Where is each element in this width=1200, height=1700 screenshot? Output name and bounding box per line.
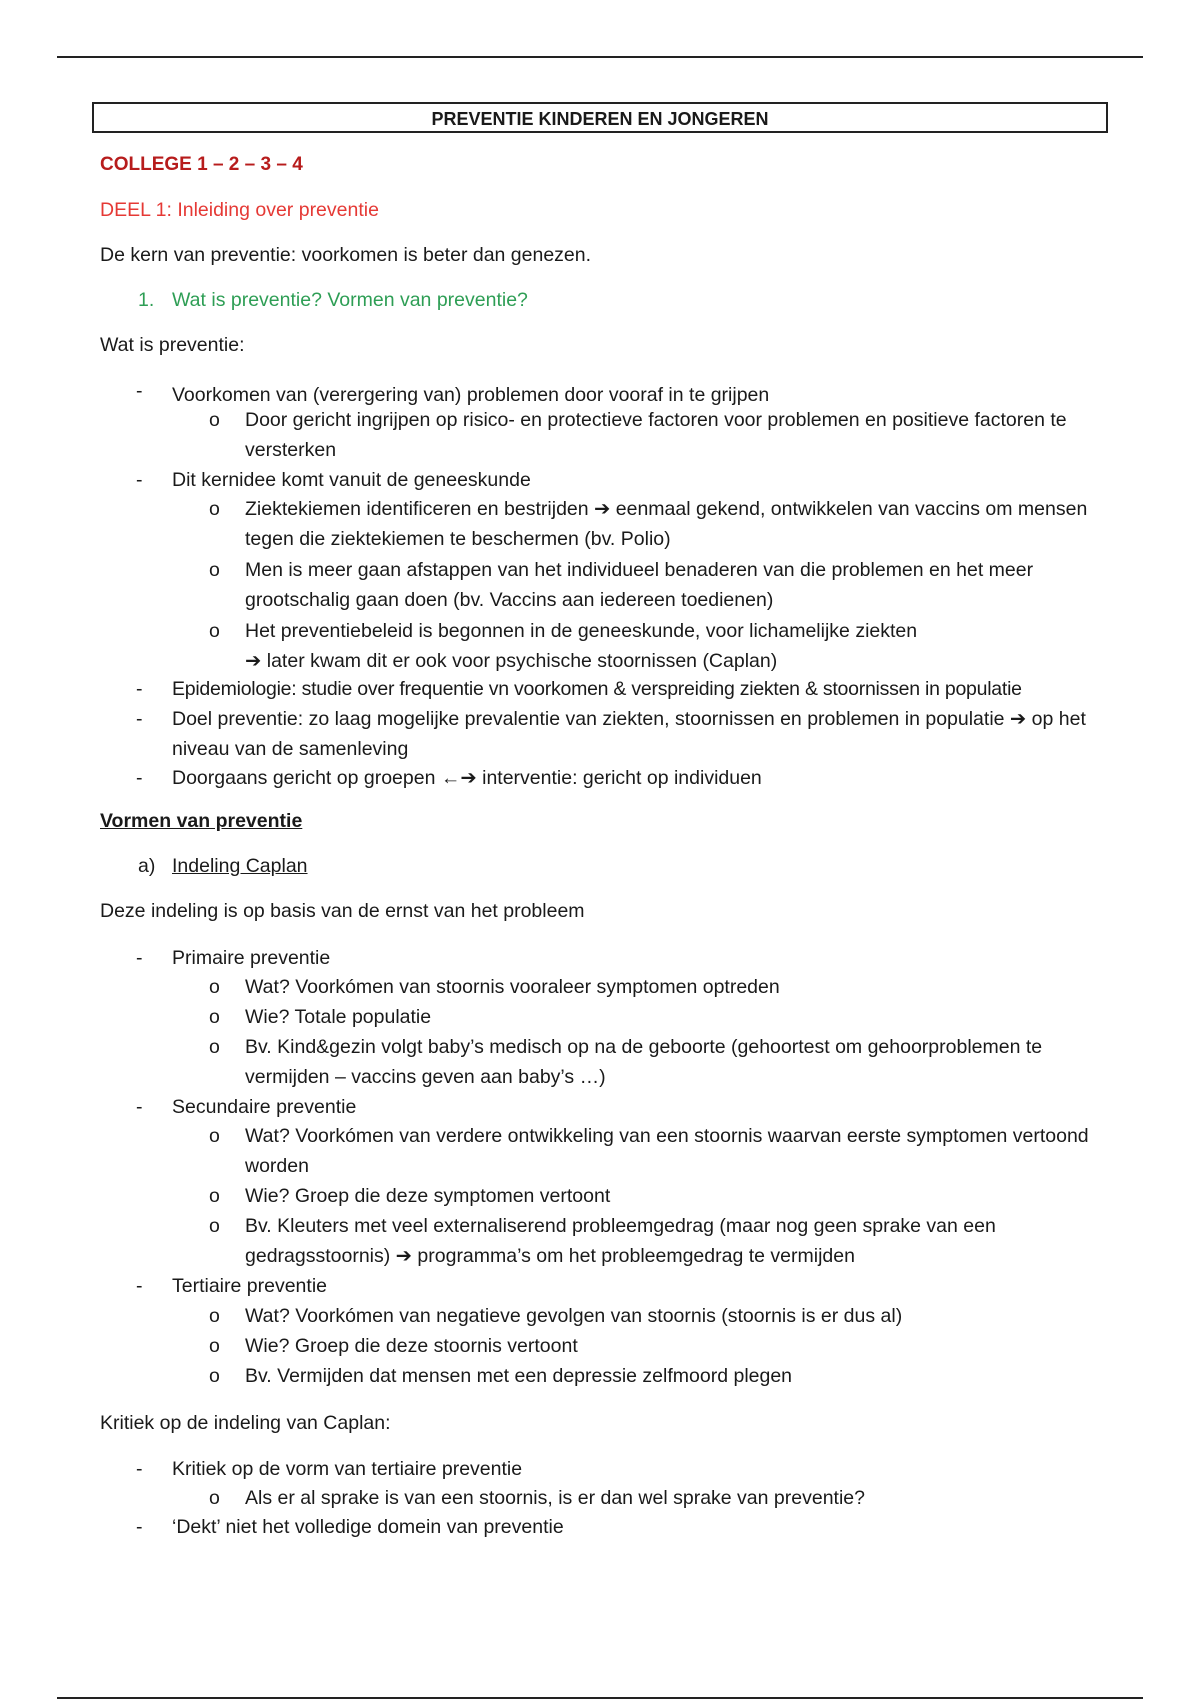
- circle-bullet: o: [209, 620, 220, 642]
- list-item-text: Tertiaire preventie: [172, 1275, 327, 1297]
- circle-bullet: o: [209, 559, 220, 581]
- sub-list-item-text: Wat? Voorkómen van negatieve gevolgen van stoornis (stoornis is er dus al): [245, 1305, 903, 1327]
- circle-bullet: o: [209, 498, 220, 520]
- dash-bullet: -: [136, 767, 143, 789]
- numbered-heading-1: [100, 289, 1000, 319]
- circle-bullet: o: [209, 1365, 220, 1387]
- document-title: PREVENTIE KINDEREN EN JONGEREN: [92, 102, 1108, 133]
- sub-list-item-text: Bv. Kleuters met veel externaliserend probleemgedrag (maar nog geen sprake van een gedragsstoornis) ➔ programma’s om het probleemgedrag te vermijden: [245, 1215, 996, 1267]
- kern-sentence: De kern van preventie: voorkomen is beter dan genezen.: [100, 244, 592, 266]
- bottom-rule: [57, 1697, 1143, 1699]
- lettered-heading-a: [100, 855, 1000, 885]
- dash-bullet: -: [136, 469, 143, 491]
- sub-list-item-text: Ziektekiemen identificeren en bestrijden ➔ eenmaal gekend, ontwikkelen van vaccins om mensen tegen die ziektekiemen te beschermen (bv. Polio): [245, 498, 1088, 550]
- circle-bullet: o: [209, 1125, 220, 1147]
- sub-list-item-continuation: ➔ later kwam dit er ook voor psychische stoornissen (Caplan): [245, 650, 778, 672]
- sub-list-item-text: Wie? Groep die deze symptomen vertoont: [245, 1185, 611, 1207]
- indeling-basis: Deze indeling is op basis van de ernst van het probleem: [100, 900, 585, 922]
- list-item-text: ‘Dekt’ niet het volledige domein van preventie: [172, 1516, 564, 1538]
- vormen-heading: Vormen van preventie: [100, 810, 303, 832]
- sub-list-item-text: Wat? Voorkómen van stoornis vooraleer symptomen optreden: [245, 976, 780, 998]
- circle-bullet: o: [209, 1185, 220, 1207]
- dash-bullet: -: [136, 947, 143, 969]
- sub-list-item-text: Bv. Kind&gezin volgt baby’s medisch op na de geboorte (gehoortest om gehoorproblemen te vermijden – vaccins geven aan baby’s …): [245, 1036, 1043, 1088]
- kritiek-label: Kritiek op de indeling van Caplan:: [100, 1412, 391, 1434]
- sub-list-item-text: Het preventiebeleid is begonnen in de geneeskunde, voor lichamelijke ziekten: [245, 620, 918, 642]
- list-item-text: Epidemiologie: studie over frequentie vn voorkomen & verspreiding ziekten & stoornissen in populatie: [172, 678, 1022, 700]
- dash-bullet: -: [136, 380, 143, 402]
- list-item-text: Dit kernidee komt vanuit de geneeskunde: [172, 469, 531, 491]
- dash-bullet: -: [136, 1458, 143, 1480]
- dash-bullet: -: [136, 678, 143, 700]
- circle-bullet: o: [209, 976, 220, 998]
- list-item-text: Primaire preventie: [172, 947, 331, 969]
- sub-list-item-text: Door gericht ingrijpen op risico- en protectieve factoren voor problemen en positieve factoren te versterken: [245, 409, 1067, 461]
- dash-bullet: -: [136, 1275, 143, 1297]
- dash-bullet: -: [136, 1096, 143, 1118]
- circle-bullet: o: [209, 1006, 220, 1028]
- circle-bullet: o: [209, 1036, 220, 1058]
- section-deel-heading: DEEL 1: Inleiding over preventie: [100, 199, 379, 221]
- circle-bullet: o: [209, 1305, 220, 1327]
- sub-list-item-text: Wat? Voorkómen van verdere ontwikkeling van een stoornis waarvan eerste symptomen vertoond worden: [245, 1125, 1089, 1177]
- heading-text: Indeling Caplan: [172, 855, 308, 877]
- heading-letter: a): [138, 855, 156, 877]
- sub-list-item-text: Bv. Vermijden dat mensen met een depressie zelfmoord plegen: [245, 1365, 793, 1387]
- dash-bullet: -: [136, 708, 143, 730]
- circle-bullet: o: [209, 409, 220, 431]
- sub-list-item-text: Wie? Groep die deze stoornis vertoont: [245, 1335, 578, 1357]
- top-rule: [57, 56, 1143, 58]
- sub-list-item-text: Men is meer gaan afstappen van het individueel benaderen van die problemen en het meer grootschalig gaan doen (bv. Vaccins aan iedereen toedienen): [245, 559, 1034, 611]
- list-item-text: Secundaire preventie: [172, 1096, 357, 1118]
- list-item-text: Voorkomen van (verergering van) problemen door vooraf in te grijpen: [172, 384, 770, 406]
- college-label: COLLEGE 1 – 2 – 3 – 4: [100, 154, 303, 175]
- list-item-text: Doel preventie: zo laag mogelijke prevalentie van ziekten, stoornissen en problemen in populatie ➔ op het niveau van de samenleving: [172, 708, 1086, 760]
- heading-text: Wat is preventie? Vormen van preventie?: [172, 289, 528, 311]
- sub-list-item-text: Als er al sprake is van een stoornis, is er dan wel sprake van preventie?: [245, 1487, 865, 1509]
- circle-bullet: o: [209, 1215, 220, 1237]
- dash-bullet: -: [136, 1516, 143, 1538]
- list-item-text: Kritiek op de vorm van tertiaire preventie: [172, 1458, 523, 1480]
- circle-bullet: o: [209, 1487, 220, 1509]
- list-item-text: Doorgaans gericht op groepen ←➔ interventie: gericht op individuen: [172, 767, 762, 789]
- wat-is-label: Wat is preventie:: [100, 334, 245, 356]
- circle-bullet: o: [209, 1335, 220, 1357]
- sub-list-item-text: Wie? Totale populatie: [245, 1006, 432, 1028]
- heading-number: 1.: [138, 289, 155, 311]
